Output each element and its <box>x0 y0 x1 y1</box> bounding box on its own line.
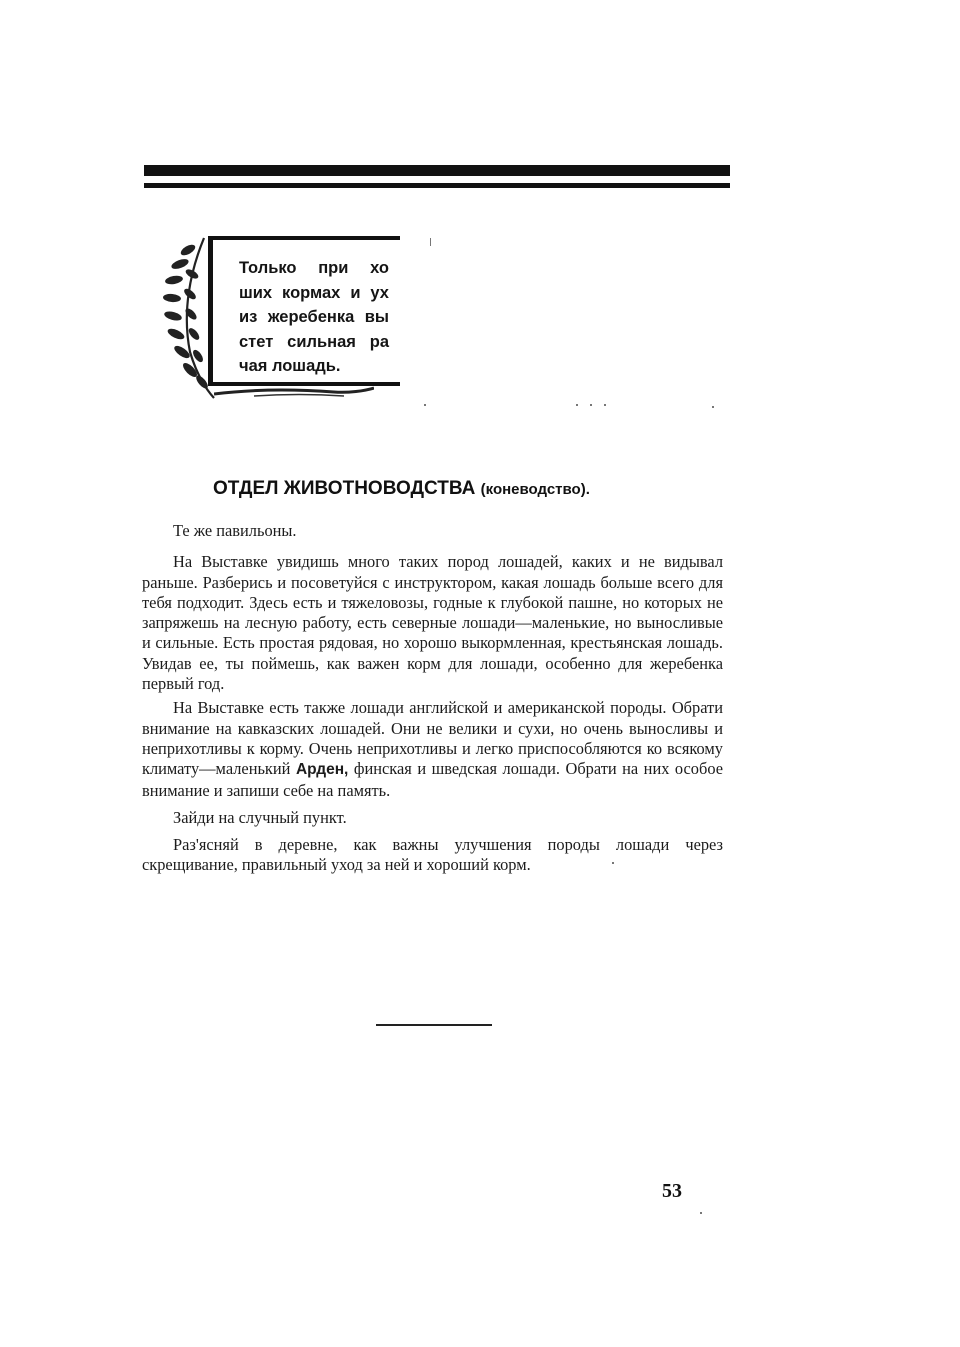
body-text <box>142 521 723 880</box>
section-subtitle: (коневодство). <box>480 481 590 498</box>
box-line: из жеребенка вы <box>239 308 389 327</box>
box-underline-flourish <box>214 385 374 399</box>
print-speck <box>576 404 578 406</box>
top-double-rule-thin <box>144 183 730 188</box>
paragraph-text: На Выставке есть также лошади английской и американской породы. Обрати внимание на кавказских лошадей. Они не велики и сухи, но очень выносливы и неприхотливы к корму. Очень неприхотливы и легко приспособляются ко всякому климату—маленький <box>142 698 723 779</box>
box-line: стет сильная ра <box>239 332 389 351</box>
section-title: ОТДЕЛ ЖИВОТНОВОДСТВА <box>213 478 476 499</box>
highlight-box <box>208 236 400 386</box>
print-speck <box>712 406 714 408</box>
print-speck <box>430 238 431 246</box>
print-speck <box>604 404 606 406</box>
section-heading <box>213 478 673 500</box>
box-line: чая лошадь. <box>239 357 341 376</box>
section-end-rule <box>376 1024 492 1026</box>
print-speck <box>612 862 614 864</box>
box-line: ших кормах и ух <box>239 283 389 302</box>
page-number: 53 <box>662 1180 682 1202</box>
paragraph-text: финская и шведская лошади. Обрати на них особое внимание и запиши себе на память. <box>142 759 723 800</box>
paragraph: Те же павильоны. <box>173 521 297 540</box>
paragraph: Зайди на случный пункт. <box>173 807 347 827</box>
paragraph: Раз'ясняй в деревне, как важны улучшения породы лошади через скрещивание, правильный уход за ней и хороший корм. <box>142 835 723 875</box>
paragraph <box>142 698 723 800</box>
breed-name-bold: Арден, <box>295 761 349 779</box>
box-line: Только при хо <box>239 259 389 277</box>
print-speck <box>424 404 426 406</box>
top-double-rule-thick <box>144 165 730 176</box>
highlight-box-text <box>239 256 389 379</box>
print-speck <box>590 404 592 406</box>
print-speck <box>700 1212 702 1214</box>
paragraph: На Выставке увидишь много таких пород лошадей, каких и не видывал раньше. Разберись и посоветуйся с инструктором, какая лошадь больше всего для тебя подходит. Здесь есть и тяжеловозы, годные к глубокой пашне, но которых не запряжешь на лесную работу, есть северные лошади—маленькие, но выносливые и сильные. Есть простая рядовая, но хорошо выкормленная, крестьянская лошадь. Увидав ее, ты поймешь, как важен корм для лошади, особенно для жеребенка первый год. <box>142 552 723 694</box>
